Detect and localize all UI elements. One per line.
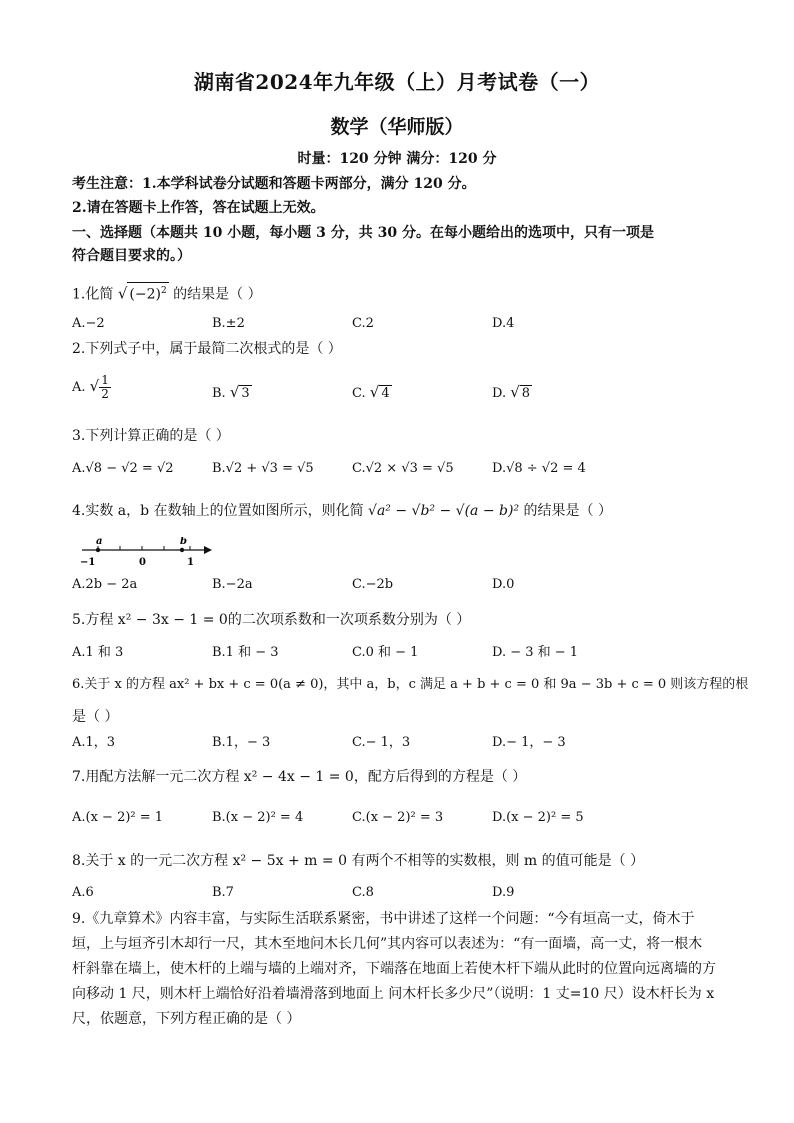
question-8-stem: 8.关于 x 的一元二次方程 x² − 5x + m = 0 有两个不相等的实数根，则 m 的值可能是（ ）	[72, 853, 645, 869]
q6-option-d: D.− 1，− 3	[492, 735, 566, 750]
exam-time-info: 时量：120 分钟 满分：120 分	[297, 151, 497, 167]
question-1-stem	[72, 282, 732, 305]
q8-option-b: B.7	[212, 885, 234, 900]
question-9-line-3: 杆斜靠在墙上，使木杆的上端与墙的上端对齐，下端落在地面上若使木杆下端从此时的位置向远离墙的方	[72, 961, 716, 977]
q2-a-numerator: 1	[101, 373, 109, 387]
q8-option-d: D.9	[492, 885, 515, 900]
question-9-line-2: 垣，上与垣齐引木却行一尺，其木至地问木长几何”其内容可以表述为：“有一面墙，高一丈，将一根木	[72, 936, 703, 952]
q2-d-radicand: 8	[521, 386, 531, 401]
q3-option-d: D.√8 ÷ √2 = 4	[492, 461, 586, 476]
point-b	[180, 548, 184, 552]
q6-option-c: C.− 1，3	[352, 735, 411, 750]
q2-a-fraction	[99, 374, 111, 401]
q2-d-prefix: D.	[492, 386, 507, 401]
label-one: 1	[187, 557, 194, 568]
q4-stem-post: 的结果是（ ）	[523, 503, 612, 519]
sqrt-sign: √	[89, 377, 100, 395]
notice-line-1: 考生注意：1.本学科试卷分试题和答题卡两部分，满分 120 分。	[72, 176, 476, 192]
q1-radicand	[127, 282, 168, 303]
q7-option-a: A.(x − 2)² = 1	[72, 810, 164, 825]
label-neg1: −1	[80, 557, 96, 568]
q8-option-a: A.6	[72, 885, 94, 900]
q1-exponent: 2	[160, 286, 167, 296]
q2-c-prefix: C.	[352, 386, 366, 401]
exam-title: 湖南省2024年九年级（上）月考试卷（一）	[193, 70, 601, 94]
q5-option-d: D. − 3 和 − 1	[492, 645, 579, 660]
question-6-stem-line-2: 是（ ）	[72, 709, 119, 725]
q3-option-b: B.√2 + √3 = √5	[212, 461, 314, 476]
sqrt-sign: √	[229, 383, 240, 401]
question-4-stem	[72, 501, 732, 521]
q6-option-b: B.1，− 3	[212, 735, 271, 750]
q2-option-c	[352, 382, 392, 404]
sqrt-sign: √	[510, 383, 520, 401]
question-3-stem: 3.下列计算正确的是（ ）	[72, 428, 230, 444]
q1-stem-post: 的结果是（ ）	[173, 286, 262, 303]
q2-a-denominator: 2	[101, 387, 109, 401]
question-9-line-5: 尺，依题意，下列方程正确的是（ ）	[72, 1011, 301, 1027]
q1-option-d: D.4	[492, 316, 515, 331]
q5-option-b: B.1 和 − 3	[212, 645, 279, 660]
question-2-stem: 2.下列式子中，属于最简二次根式的是（ ）	[72, 341, 342, 357]
q3-option-a: A.√8 − √2 = √2	[72, 461, 174, 476]
q1-stem-pre: 1.化简	[72, 286, 114, 303]
exam-subtitle: 数学（华师版）	[330, 116, 464, 138]
q2-b-prefix: B.	[212, 386, 226, 401]
sqrt-sign: √	[369, 383, 380, 401]
q8-option-c: C.8	[352, 885, 374, 900]
q1-option-b: B.±2	[212, 316, 245, 331]
q1-option-a: A.−2	[72, 316, 105, 331]
q7-option-b: B.(x − 2)² = 4	[212, 810, 304, 825]
section-heading-line-1: 一、选择题（本题共 10 小题，每小题 3 分，共 30 分。在每小题给出的选项中，只有一项是	[72, 225, 654, 241]
q4-option-a: A.2b − 2a	[72, 577, 138, 592]
q3-option-c: C.√2 × √3 = √5	[352, 461, 454, 476]
question-9-line-4: 向移动 1 尺，则木杆上端恰好沿着墙滑落到地面上 问木杆长多少尺”（说明：1 丈=10 尺）设木杆长为 x	[72, 986, 715, 1002]
q1-radicand-text: (−2)	[129, 286, 161, 303]
q4-option-c: C.−2b	[352, 577, 394, 592]
q2-c-radicand: 4	[381, 386, 390, 401]
q2-option-b	[212, 382, 252, 404]
q5-option-a: A.1 和 3	[72, 645, 124, 660]
question-7-stem: 7.用配方法解一元二次方程 x² − 4x − 1 = 0，配方后得到的方程是（ ）	[72, 769, 527, 785]
q5-option-c: C.0 和 − 1	[352, 645, 419, 660]
sqrt-sign: √	[117, 284, 128, 303]
q4-option-b: B.−2a	[212, 577, 253, 592]
q4-option-d: D.0	[492, 577, 515, 592]
q4-expression: √a² − √b² − √(a − b)²	[368, 503, 520, 519]
q1-option-c: C.2	[352, 316, 374, 331]
q6-option-a: A.1，3	[72, 735, 116, 750]
q7-option-c: C.(x − 2)² = 3	[352, 810, 444, 825]
q2-b-radicand: 3	[241, 386, 250, 401]
label-b: b	[180, 537, 187, 547]
question-9-line-1: 9.《九章算术》内容丰富，与实际生活联系紧密，书中讲述了这样一个问题：“今有垣高一丈，倚木于	[72, 911, 695, 927]
question-5-stem: 5.方程 x² − 3x − 1 = 0的二次项系数和一次项系数分别为（ ）	[72, 612, 471, 628]
label-zero: 0	[139, 557, 146, 568]
q2-a-prefix: A.	[72, 380, 86, 395]
question-6-stem-line-1: 6.关于 x 的方程 ax² + bx + c = 0(a ≠ 0)，其中 a，b，c 满足 a + b + c = 0 和 9a − 3b + c = 0 则该方程的根	[72, 677, 749, 692]
number-line-arrow	[204, 546, 212, 554]
q2-option-d	[492, 382, 532, 404]
point-a	[96, 548, 100, 552]
number-line-figure	[80, 537, 220, 571]
section-heading-line-2: 符合题目要求的。）	[72, 248, 191, 264]
label-a: a	[96, 537, 103, 547]
notice-line-2: 2.请在答题卡上作答，答在试题上无效。	[72, 200, 325, 216]
q2-option-a	[72, 374, 111, 401]
q4-stem-pre: 4.实数 a，b 在数轴上的位置如图所示，则化简	[72, 503, 364, 519]
q7-option-d: D.(x − 2)² = 5	[492, 810, 584, 825]
